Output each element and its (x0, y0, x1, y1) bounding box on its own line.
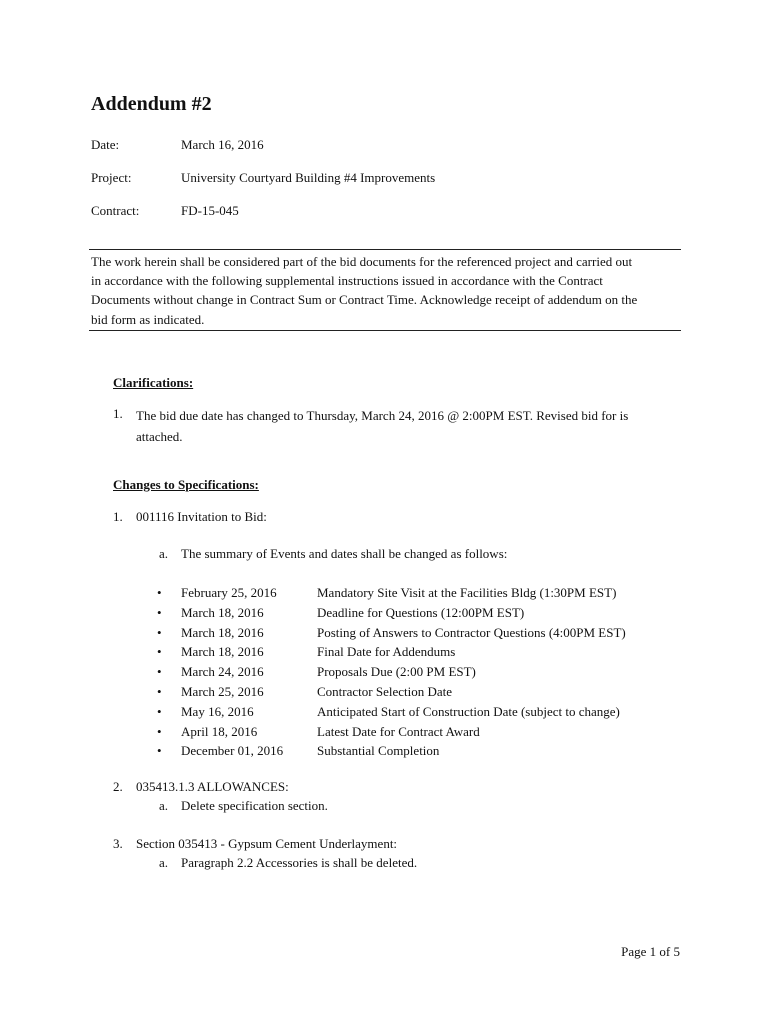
change-item-3-text: Section 035413 - Gypsum Cement Underlayment: (136, 836, 398, 851)
contract-value: FD-15-045 (181, 203, 239, 218)
clarification-line: attached. (136, 429, 183, 444)
clarifications-heading: Clarifications: (113, 375, 194, 390)
project-value: University Courtyard Building #4 Improvements (181, 170, 436, 185)
event-date: February 25, 2016 (181, 585, 277, 600)
bullet-icon: • (157, 624, 162, 640)
change-item-2-sub-letter: a. (159, 798, 169, 813)
change-item-1-sub-letter: a. (159, 546, 169, 561)
intro-paragraph (91, 252, 681, 329)
intro-line: The work herein shall be considered part of the bid documents for the referenced project and carried out (91, 254, 633, 269)
event-date: March 18, 2016 (181, 624, 264, 640)
event-description: Anticipated Start of Construction Date (subject to change) (317, 703, 620, 719)
event-date: March 18, 2016 (181, 644, 264, 660)
bullet-icon: • (157, 743, 162, 759)
event-description: Contractor Selection Date (317, 683, 453, 699)
change-item-2-sub-text: Delete specification section. (181, 798, 328, 813)
document-title: Addendum #2 (91, 93, 212, 115)
change-item-1-sub-text: The summary of Events and dates shall be changed as follows: (181, 546, 508, 561)
clarification-line: The bid due date has changed to Thursday, March 24, 2016 @ 2:00PM EST. Revised bid for is (136, 408, 629, 423)
bullet-icon: • (157, 683, 162, 699)
change-item-1-text: 001116 Invitation to Bid: (136, 509, 267, 524)
event-date: March 25, 2016 (181, 683, 264, 699)
bullet-icon: • (157, 664, 162, 680)
top-divider (89, 249, 681, 250)
event-date: December 01, 2016 (181, 743, 284, 759)
event-description: Final Date for Addendums (317, 644, 456, 660)
bullet-icon: • (157, 585, 162, 600)
clarification-number: 1. (113, 406, 123, 421)
event-description: Mandatory Site Visit at the Facilities Bldg (1:30PM EST) (317, 585, 617, 600)
change-item-2-number: 2. (113, 779, 123, 794)
event-description: Latest Date for Contract Award (317, 723, 480, 739)
event-date: April 18, 2016 (181, 723, 258, 739)
event-date: March 18, 2016 (181, 604, 264, 620)
change-item-3-sub-letter: a. (159, 855, 169, 870)
project-label: Project: (91, 170, 132, 185)
change-item-2-text: 035413.1.3 ALLOWANCES: (136, 779, 289, 794)
bullet-icon: • (157, 723, 162, 739)
change-item-3-sub-text: Paragraph 2.2 Accessories is shall be deleted. (181, 855, 418, 870)
event-date: May 16, 2016 (181, 703, 254, 719)
date-label: Date: (91, 137, 120, 152)
intro-line: bid form as indicated. (91, 311, 205, 327)
intro-line: Documents without change in Contract Sum or Contract Time. Acknowledge receipt of addendum on the (91, 292, 638, 308)
intro-line: in accordance with the following supplemental instructions issued in accordance with the Contract (91, 273, 603, 289)
bottom-divider (89, 330, 681, 331)
contract-label: Contract: (91, 203, 140, 218)
event-description: Substantial Completion (317, 743, 440, 759)
page-number: Page 1 of 5 (621, 944, 680, 959)
clarification-text (136, 405, 681, 447)
event-description: Posting of Answers to Contractor Questions (4:00PM EST) (317, 624, 626, 640)
date-value: March 16, 2016 (181, 137, 264, 152)
event-date: March 24, 2016 (181, 664, 264, 680)
change-item-1-number: 1. (113, 509, 123, 524)
event-description: Proposals Due (2:00 PM EST) (317, 664, 476, 680)
changes-heading: Changes to Specifications: (113, 477, 259, 492)
event-description: Deadline for Questions (12:00PM EST) (317, 604, 525, 620)
bullet-icon: • (157, 604, 162, 620)
bullet-icon: • (157, 644, 162, 660)
change-item-3-number: 3. (113, 836, 123, 851)
bullet-icon: • (157, 703, 162, 719)
